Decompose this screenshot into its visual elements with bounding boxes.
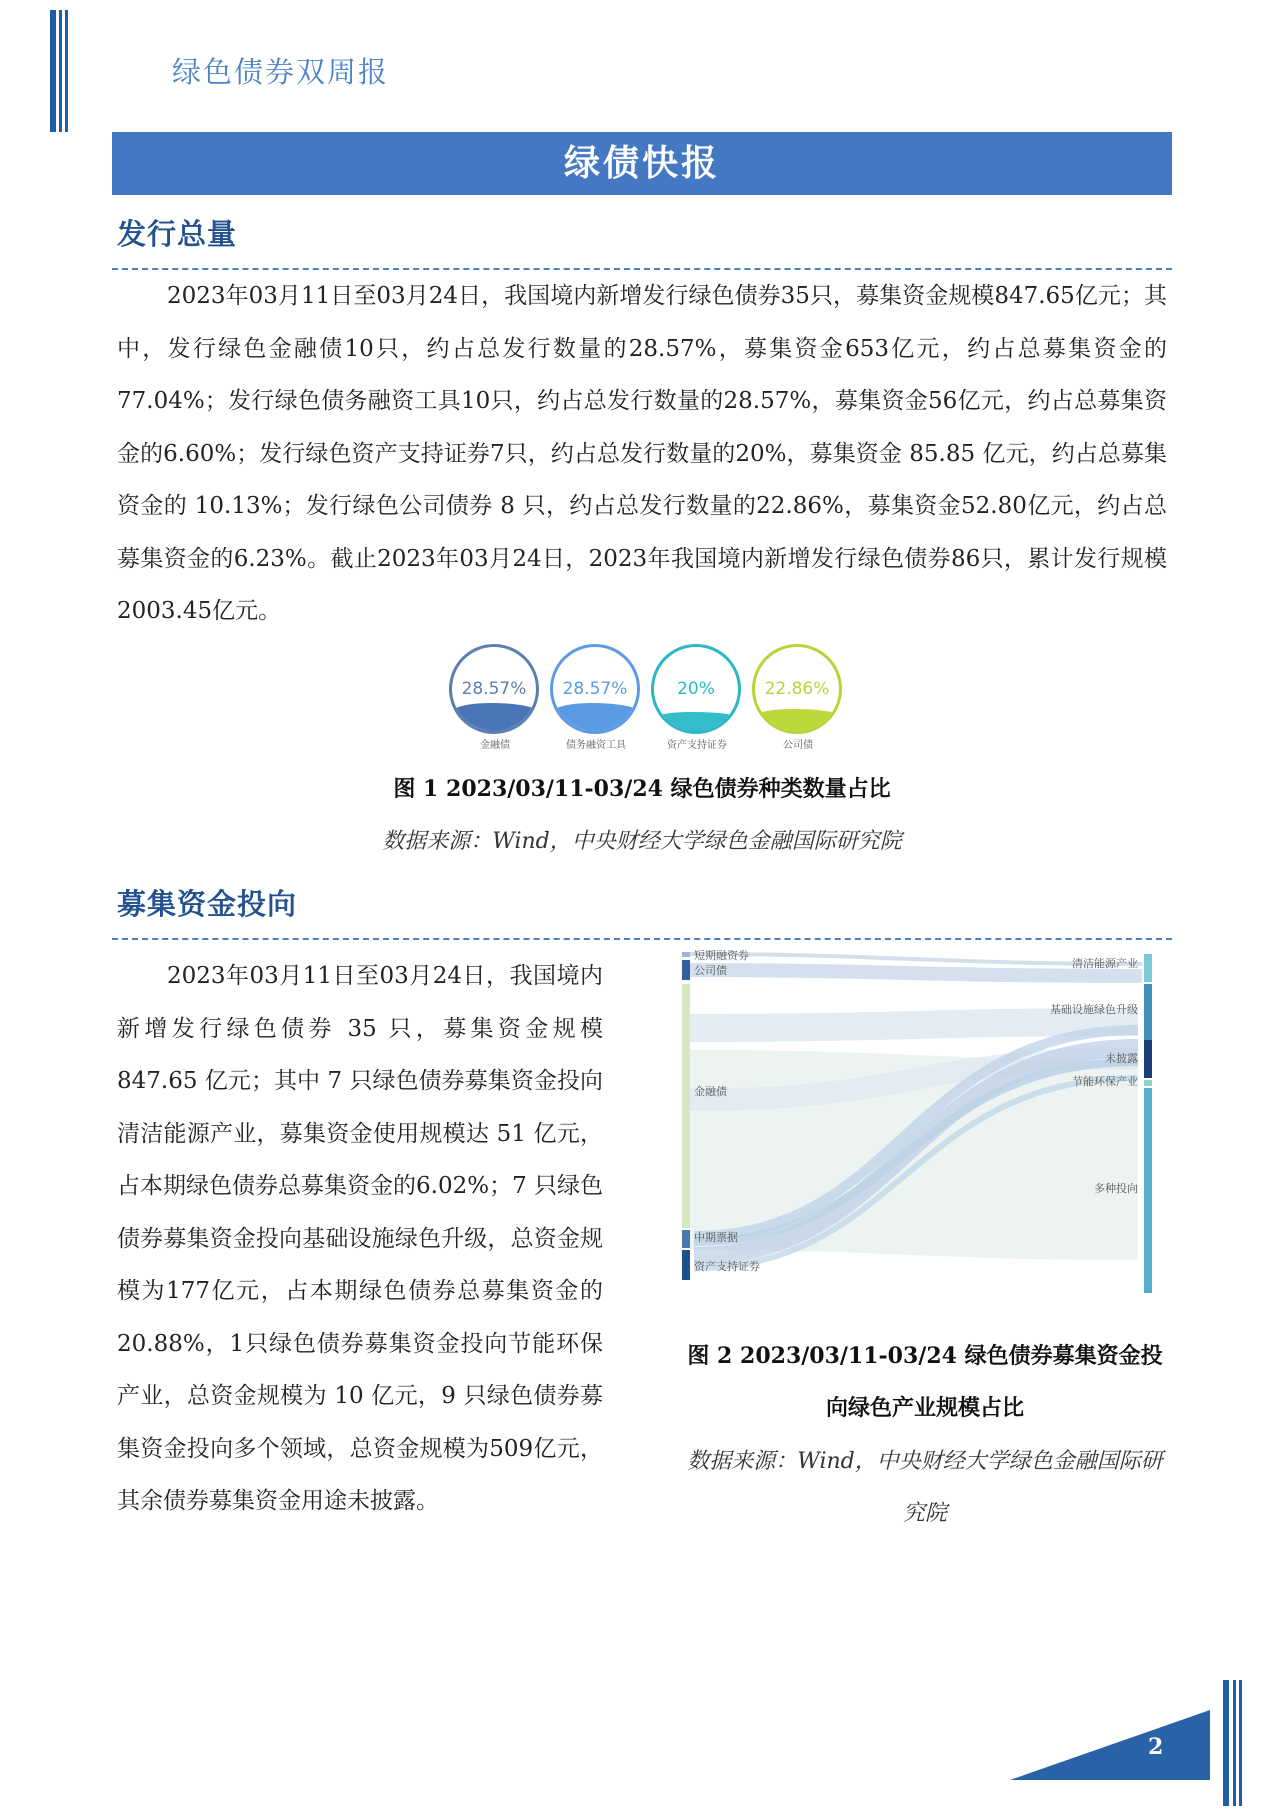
section-title-issuance: 发行总量 [117,217,238,251]
flow-financial-to-infrastructure [690,1022,1138,1028]
node-medium-term-note [682,1230,690,1248]
target-label: 基础设施绿色升级 [1050,1003,1138,1016]
sankey-diagram [680,950,1160,1298]
bubble-fill-wave [753,709,841,733]
bond-type-bubble-chart [448,643,848,755]
bubble-category-label: 公司债 [783,740,813,751]
header-bar [65,10,68,132]
header-bar [59,10,62,132]
node-asset-backed-securities [682,1250,690,1280]
target-label: 清洁能源产业 [1072,957,1138,970]
node-financial-bond [682,984,690,1228]
bubble-value-label: 22.86% [764,679,830,699]
bubble-3 [751,643,845,755]
bubble-0 [448,643,542,755]
bubble-fill-wave [551,703,639,733]
figure2-source: 数据来源：Wind，中央财经大学绿色金融国际研究院 [687,1449,1163,1526]
bubble-value-label: 28.57% [562,679,628,699]
node-energy-saving [1144,1080,1152,1086]
source-label: 资产支持证券 [694,1260,760,1273]
figure1-source: 数据来源：Wind，中央财经大学绿色金融国际研究院 [382,829,902,854]
bubble-fill-wave [652,712,740,733]
target-label: 多种投向 [1094,1182,1138,1195]
bubble-category-label: 金融债 [480,740,510,751]
page-number: 2 [1148,1734,1164,1760]
footer-bar [1239,1680,1242,1806]
node-multiple-uses [1144,1088,1152,1293]
footer-triangle [1010,1710,1210,1780]
target-label: 未披露 [1105,1052,1138,1065]
section-banner: 绿债快报 [112,132,1172,195]
figure2-caption: 图 2 2023/03/11-03/24 绿色债券募集资金投向绿色产业规模占比 [687,1343,1163,1421]
issuance-paragraph: 2023年03月11日至03月24日，我国境内新增发行绿色债券35只，募集资金规模847.65亿元；其中，发行绿色金融债10只，约占总发行数量的28.57%，募集资金653亿元，约占总募集资金的77.04%；发行绿色债务融资工具10只，约占总发行数量的28.57%，募集资金56亿元，约占总募集资金的6.60%；发行绿色资产支持证券7只，约占总发行数量的20%，募集资金 85.85 亿元，约占总募集资金的 10.13%；发行绿色公司债券 8 只，约占总发行数量的22.86%，募集资金52.80亿元，约占总募集资金的6.23%。截止2023年03月24日，2023年我国境内新增发行绿色债券86只，累计发行规模2003.45亿元。 [117,283,1167,624]
bubble-value-label: 28.57% [461,679,527,699]
bubble-category-label: 债务融资工具 [566,740,626,751]
sankey-target-nodes [1144,954,1152,1293]
use-of-proceeds-paragraph: 2023年03月11日至03月24日，我国境内新增发行绿色债券 35 只，募集资金规模 847.65 亿元；其中 7 只绿色债券募集资金投向清洁能源产业，募集资金使用规模达 51 亿元，占本期绿色债券总募集资金的6.02%；7 只绿色债券募集资金投向基础设施绿色升级，总资金规模为177亿元，占本期绿色债券总募集资金的20.88%，1只绿色债券募集资金投向节能环保产业，总资金规模为 10 亿元，9 只绿色债券募集资金投向多个领域，总资金规模为509亿元，其余债券募集资金用途未披露。 [117,963,604,1514]
source-label: 中期票据 [694,1231,738,1244]
header-bar [50,10,56,132]
running-header-title: 绿色债券双周报 [172,55,390,89]
sankey-source-nodes [682,952,690,1280]
node-undisclosed [1144,1040,1152,1078]
bubble-1 [549,643,643,755]
source-label: 短期融资券 [694,950,749,962]
target-label: 节能环保产业 [1072,1075,1138,1088]
bubble-value-label: 20% [677,679,715,699]
footer-bar [1223,1680,1229,1806]
bubble-2 [650,643,744,755]
section-divider [112,938,1172,940]
footer-corner-decoration [1010,1680,1272,1810]
source-label: 金融债 [694,1085,727,1098]
footer-bar [1233,1680,1236,1806]
source-label: 公司债 [694,964,727,977]
sankey-flows [688,954,1142,1268]
header-decoration-bars [50,10,72,132]
bubble-category-label: 资产支持证券 [667,740,727,751]
flow-corporate-to-clean-energy [688,970,1142,976]
node-clean-energy [1144,954,1152,982]
figure1-caption: 图 1 2023/03/11-03/24 绿色债券种类数量占比 [393,776,891,802]
bubble-fill-wave [450,703,538,733]
section-title-use-of-proceeds: 募集资金投向 [117,887,298,921]
node-corporate-bond [682,960,690,980]
node-short-term-financing [682,952,690,957]
